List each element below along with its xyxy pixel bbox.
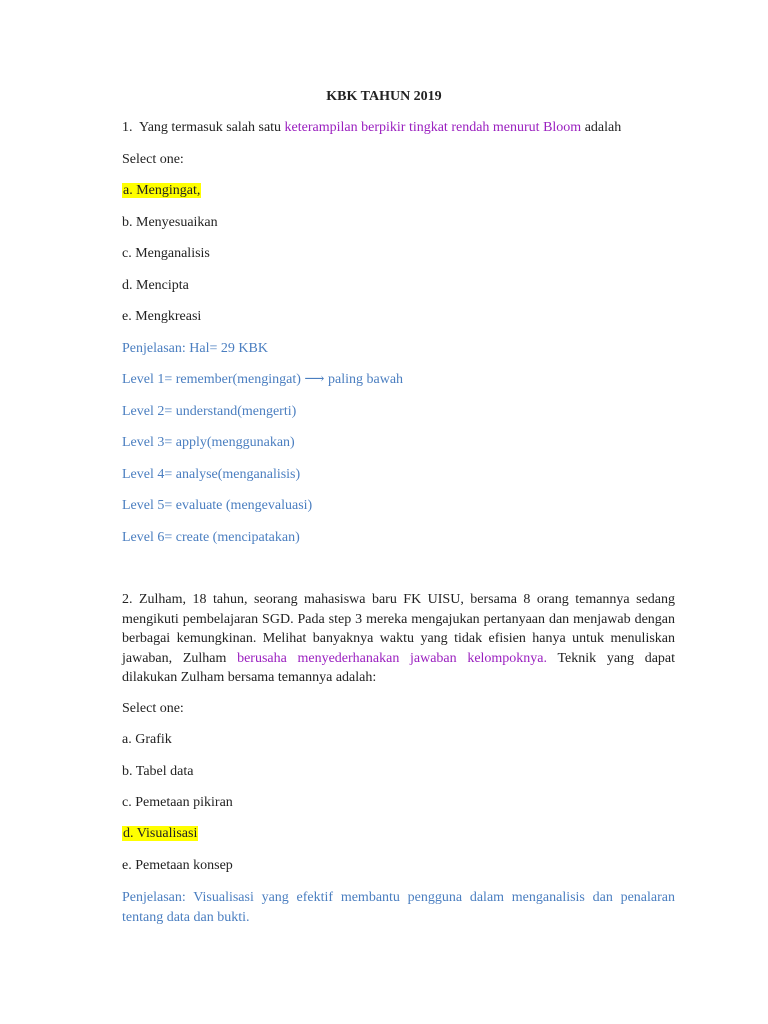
question-1-option-b: b. Menyesuaikan [122, 215, 218, 230]
question-2-explanation: Penjelasan: Visualisasi yang efektif membantu pengguna dalam menganalisis dan penalaran tentang data dan bukti. [122, 890, 675, 925]
explanation-level-1: Level 1= remember(mengingat) ⟶ paling bawah [122, 372, 404, 387]
question-2-body: 2. Zulham, 18 tahun, seorang mahasiswa baru FK UISU, bersama 8 orang temannya sedang mengikuti pembelajaran SGD. Pada step 3 mereka mengajukan pertanyaan dan menjawab dengan berbagai kemungkinan. Melihat banyaknya waktu yang tidak efisien hanya untuk menuliskan jawaban, Zulham [122, 592, 675, 666]
question-1-highlight: keterampilan berpikir tingkat rendah menurut Bloom [284, 120, 582, 135]
answer-highlight: d. Visualisasi [123, 826, 198, 841]
question-1-option-c: c. Menganalisis [122, 246, 210, 261]
question-1-number: 1. [122, 120, 133, 135]
question-2-option-d [122, 825, 198, 843]
question-1-option-e: e. Mengkreasi [122, 309, 202, 324]
question-1-prefix: Yang termasuk salah satu [138, 120, 282, 135]
question-1-suffix: adalah [584, 120, 622, 135]
question-2-option-e: e. Pemetaan konsep [122, 858, 233, 873]
explanation-level-2: Level 2= understand(mengerti) [122, 404, 297, 419]
explanation-level-5: Level 5= evaluate (mengevaluasi) [122, 498, 313, 513]
question-2-highlight: berusaha menyederhanakan jawaban kelompoknya. [237, 650, 548, 666]
question-2-select-label: Select one: [122, 701, 184, 716]
question-2-text [122, 590, 675, 688]
question-1-select-label: Select one: [122, 152, 184, 167]
question-1-option-d: d. Mencipta [122, 278, 189, 293]
question-1-explanation-heading: Penjelasan: Hal= 29 KBK [122, 341, 268, 356]
explanation-level-4: Level 4= analyse(menganalisis) [122, 467, 301, 482]
question-1-option-a [122, 182, 201, 200]
question-2-ask: Teknik yang dapat dilakukan Zulham bersama temannya adalah: [122, 650, 676, 685]
page-title: KBK TAHUN 2019 [326, 89, 442, 104]
answer-highlight: a. Mengingat, [123, 183, 201, 198]
question-2-option-b: b. Tabel data [122, 764, 194, 779]
question-2-option-a: a. Grafik [122, 732, 172, 747]
question-2-option-c: c. Pemetaan pikiran [122, 795, 233, 810]
explanation-level-3: Level 3= apply(menggunakan) [122, 435, 295, 450]
explanation-level-6: Level 6= create (mencipatakan) [122, 530, 300, 545]
question-1-text [122, 119, 621, 137]
